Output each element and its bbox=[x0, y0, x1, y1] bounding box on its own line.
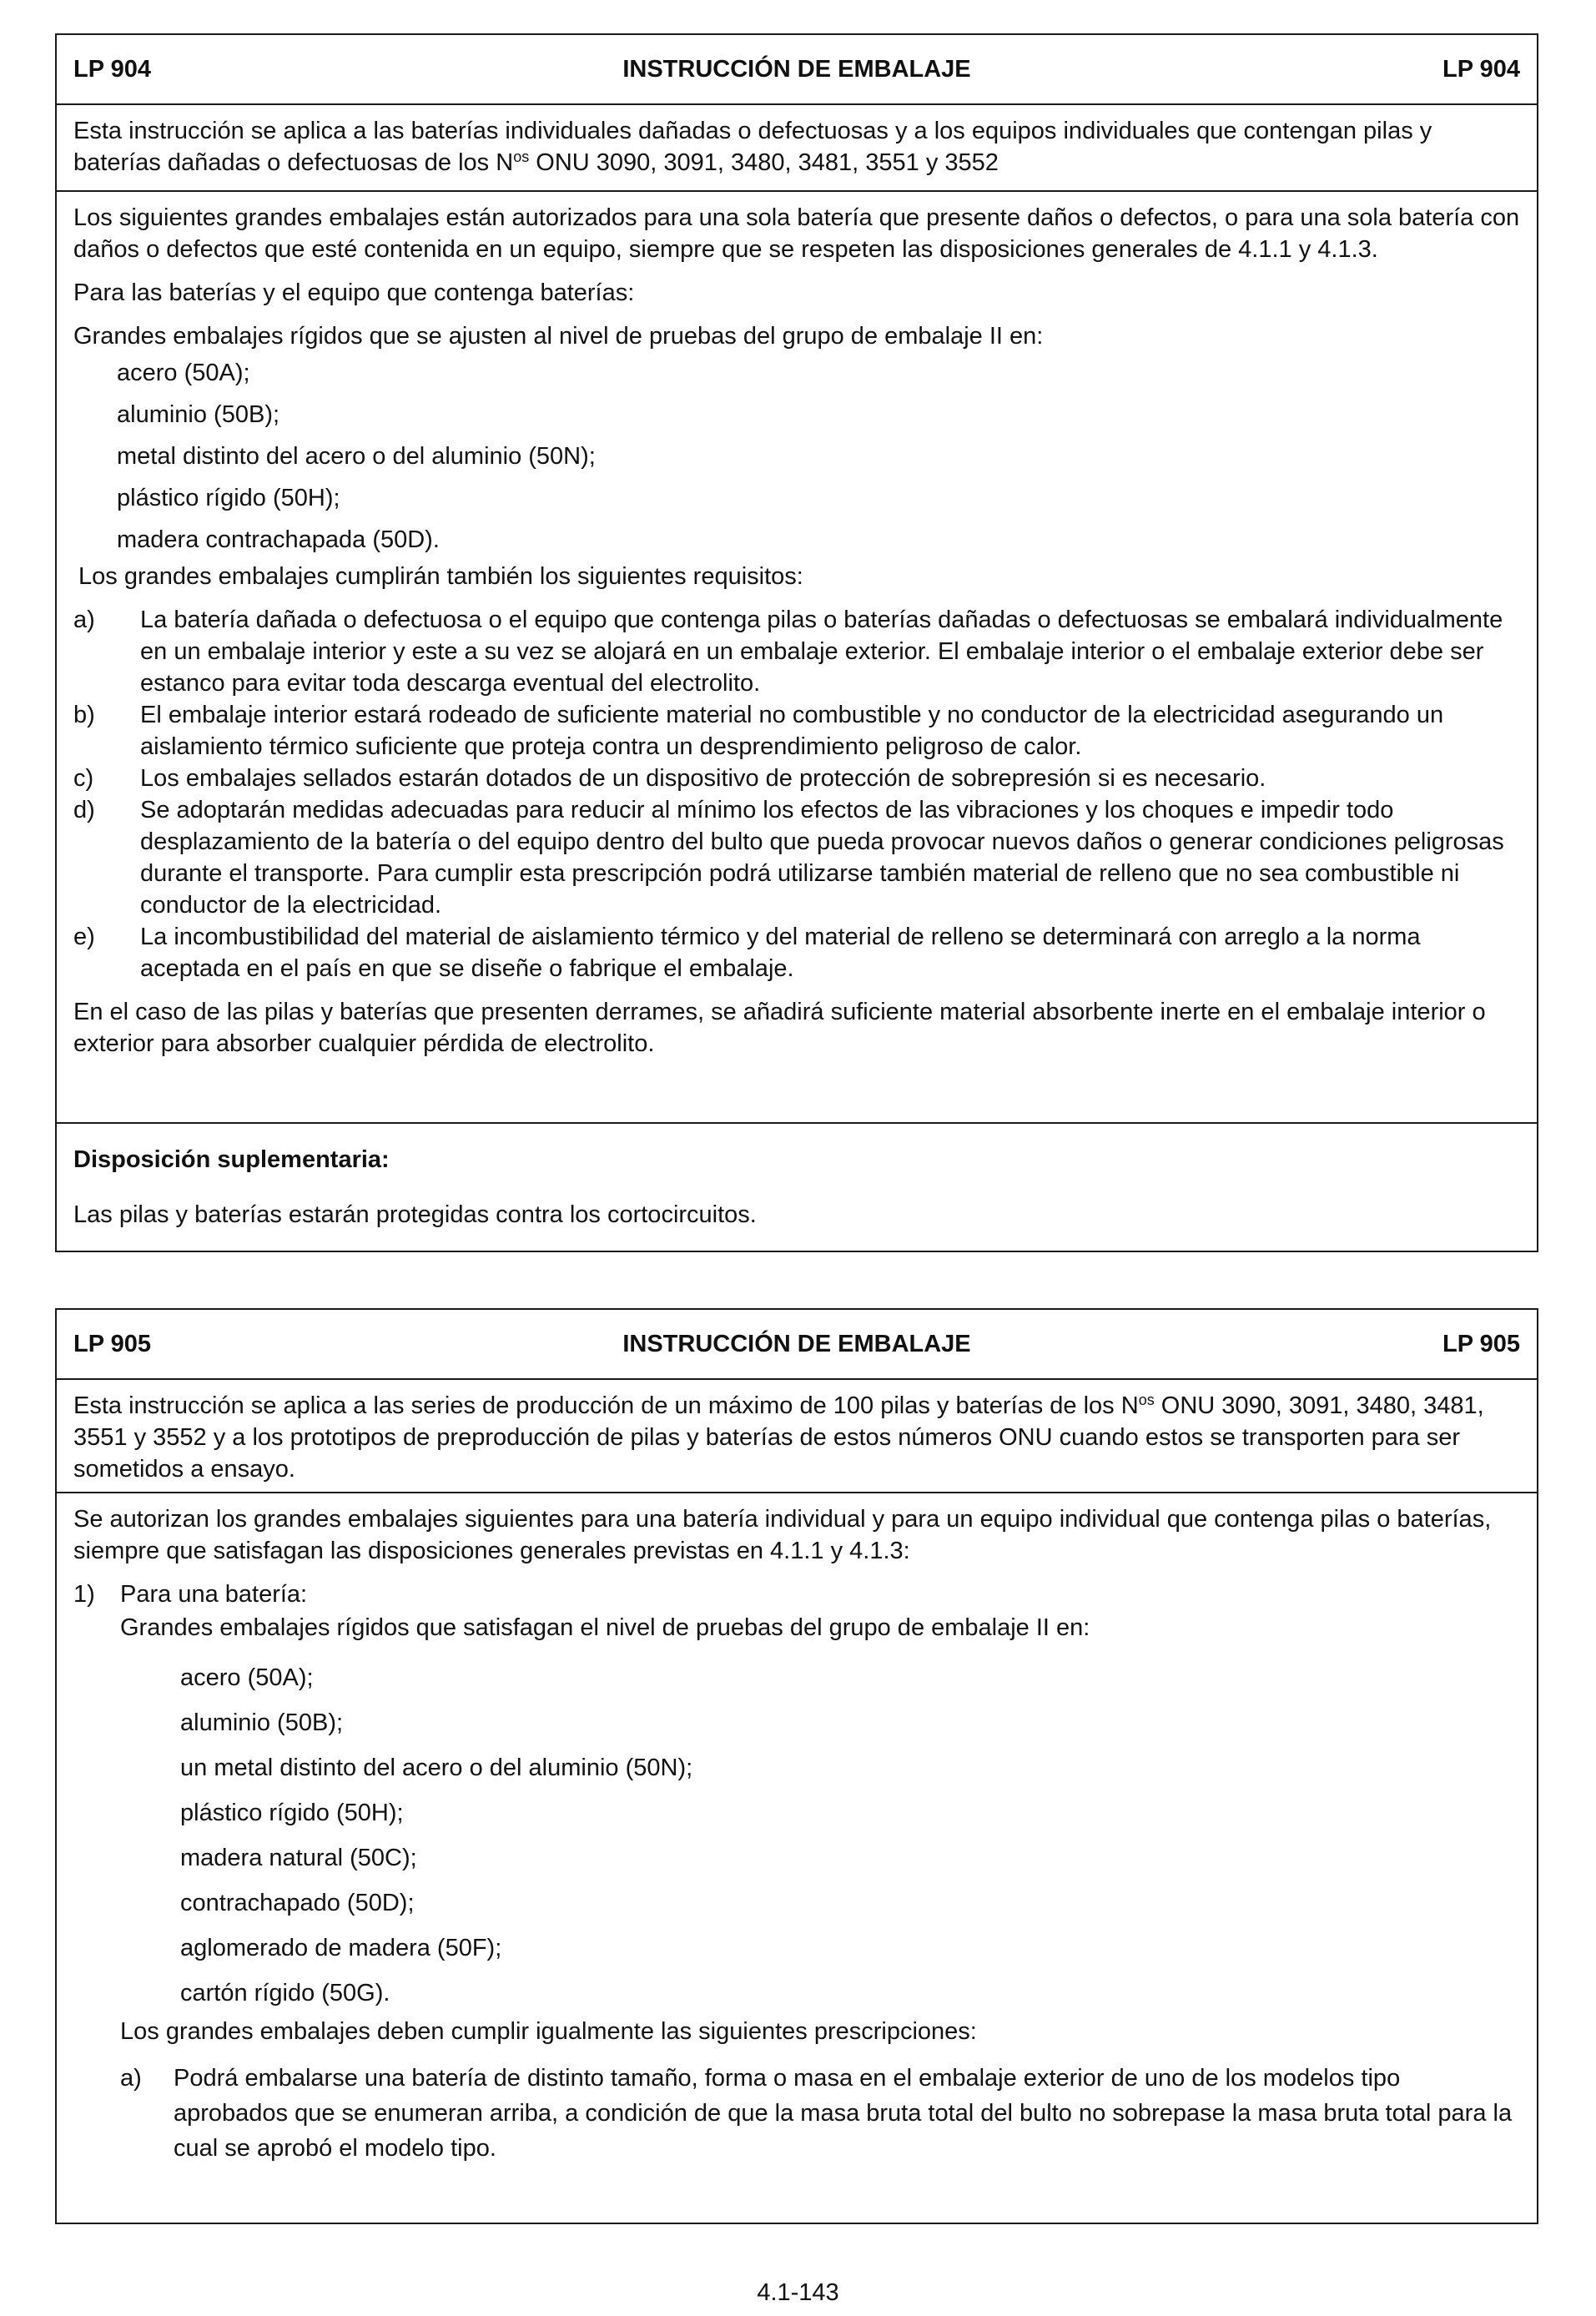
list-item: e) La incombustibilidad del material de aislamiento térmico y del material de relleno se determinará con arreglo a la norma aceptada en el país en que se diseñe o fabrique el embalaje. bbox=[73, 924, 1421, 982]
lp904-for-batteries: Para las baterías y el equipo que contenga baterías: bbox=[73, 279, 635, 306]
list-item: plástico rígido (50H); bbox=[117, 485, 340, 511]
lp904-code-left: LP 904 bbox=[73, 55, 151, 83]
list-item: cartón rígido (50G). bbox=[180, 1980, 390, 2006]
lp905-intro: Se autorizan los grandes embalajes siguientes para una batería individual y para un equipo individual que contenga pilas o baterías, siempre que satisfagan las disposiciones generales previstas en 4.1.1 y 4.1.3: bbox=[73, 1506, 1492, 1564]
lp904-supplementary-title: Disposición suplementaria: bbox=[73, 1146, 390, 1173]
lp905-instruction-box bbox=[55, 1308, 1538, 2224]
list-item: madera contrachapada (50D). bbox=[117, 526, 440, 553]
lp904-code-right: LP 904 bbox=[1442, 55, 1520, 83]
lp904-requirements-list bbox=[73, 604, 1520, 984]
lp904-leakage: En el caso de las pilas y baterías que presenten derrames, se añadirá suficiente material absorbente inerte en el embalaje interior o exterior para absorber cualquier pérdida de electrolito. bbox=[73, 999, 1486, 1057]
lp905-item-1: 1) Para una batería: bbox=[73, 1581, 308, 1608]
lp904-intro: Los siguientes grandes embalajes están autorizados para una sola batería que presente daños o defectos, o para una sola batería con daños o defectos que esté contenida en un equipo, siempre que se respeten las disposiciones generales de 4.1.1 y 4.1.3. bbox=[73, 204, 1520, 263]
lp905-code-right: LP 905 bbox=[1442, 1330, 1520, 1357]
lp905-title: INSTRUCCIÓN DE EMBALAJE bbox=[622, 1330, 971, 1357]
list-item: a) La batería dañada o defectuosa o el equipo que contenga pilas o baterías dañadas o defectuosas se embalará individualmente en un embalaje interior y este a su vez se alojará en un embalaje exterior. El embalaje interior o el embalaje exterior debe ser estanco para evitar toda descarga eventual del electrolito. bbox=[73, 607, 1503, 697]
lp904-body-row bbox=[57, 192, 1537, 1124]
list-item: contrachapado (50D); bbox=[180, 1890, 415, 1916]
lp905-scope-row bbox=[57, 1380, 1537, 1493]
list-item: b) El embalaje interior estará rodeado de suficiente material no combustible y no conductor de la electricidad asegurando un aislamiento térmico suficiente que proteja contra un desprendimiento peligroso de calor. bbox=[73, 702, 1444, 760]
list-item: acero (50A); bbox=[117, 360, 250, 386]
list-item: aluminio (50B); bbox=[117, 401, 280, 428]
lp904-materials-list bbox=[73, 352, 1520, 561]
lp904-supplementary-row bbox=[57, 1124, 1537, 1251]
lp904-requirements-intro: Los grandes embalajes cumplirán también los siguientes requisitos: bbox=[78, 563, 803, 590]
lp904-rigid-intro: Grandes embalajes rígidos que se ajusten al nivel de pruebas del grupo de embalaje II en: bbox=[73, 323, 1044, 350]
lp905-scope: Esta instrucción se aplica a las series de producción de un máximo de 100 pilas y baterías de los $N^{os}$ ONU 3090, 3091, 3480, 3481, 3551 y 3552 y a los prototipos de preproducción de pilas y baterías de estos números ONU cuando estos se transporten para ser sometidos a ensayo. bbox=[73, 1392, 1484, 1483]
list-item: metal distinto del acero o del aluminio (50N); bbox=[117, 443, 596, 470]
lp904-scope: Esta instrucción se aplica a las baterías individuales dañadas o defectuosas y a los equipos individuales que contengan pilas y baterías dañadas o defectuosas de los $N^{os}$ ONU 3090, 3091, 3480, 3481, 3551 y 3552 bbox=[73, 118, 1432, 176]
list-item: acero (50A); bbox=[180, 1664, 314, 1691]
list-item: d) Se adoptarán medidas adecuadas para reducir al mínimo los efectos de las vibraciones y los choques e impedir todo desplazamiento de la batería o del equipo dentro del bulto que pueda provocar nuevos daños o generar condiciones peligrosas durante el transporte. Para cumplir esta prescripción podrá utilizarse también material de relleno que no sea combustible ni conductor de la electricidad. bbox=[73, 797, 1504, 919]
list-item: a) Podrá embalarse una batería de distinto tamaño, forma o masa en el embalaje exterior de uno de los modelos tipo aprobados que se enumeran arriba, a condición de que la masa bruta total del bulto no sobrepase la masa bruta total para la cual se aprobó el modelo tipo. bbox=[120, 2065, 1513, 2162]
lp904-instruction-box bbox=[55, 33, 1538, 1252]
lp905-requirements-intro: Los grandes embalajes deben cumplir igualmente las siguientes prescripciones: bbox=[120, 2018, 977, 2045]
lp905-materials-list bbox=[73, 1655, 1520, 2016]
list-item: plástico rígido (50H); bbox=[180, 1800, 404, 1826]
lp905-header bbox=[57, 1310, 1537, 1380]
lp905-rigid-intro: Grandes embalajes rígidos que satisfagan el nivel de pruebas del grupo de embalaje II en: bbox=[120, 1614, 1090, 1641]
lp904-title: INSTRUCCIÓN DE EMBALAJE bbox=[622, 55, 971, 83]
list-item: aglomerado de madera (50F); bbox=[180, 1935, 502, 1961]
list-item: un metal distinto del acero o del aluminio (50N); bbox=[180, 1755, 693, 1781]
lp904-header bbox=[57, 35, 1537, 105]
lp905-code-left: LP 905 bbox=[73, 1330, 151, 1357]
page-number: 4.1-143 bbox=[757, 2279, 839, 2306]
lp904-supplementary-text: Las pilas y baterías estarán protegidas contra los cortocircuitos. bbox=[73, 1201, 757, 1228]
list-item: aluminio (50B); bbox=[180, 1709, 344, 1736]
lp904-scope-row bbox=[57, 105, 1537, 192]
list-item: madera natural (50C); bbox=[180, 1845, 417, 1871]
list-item: c) Los embalajes sellados estarán dotados de un dispositivo de protección de sobrepresión si es necesario. bbox=[73, 765, 1266, 792]
lp905-body-row bbox=[57, 1493, 1537, 2223]
